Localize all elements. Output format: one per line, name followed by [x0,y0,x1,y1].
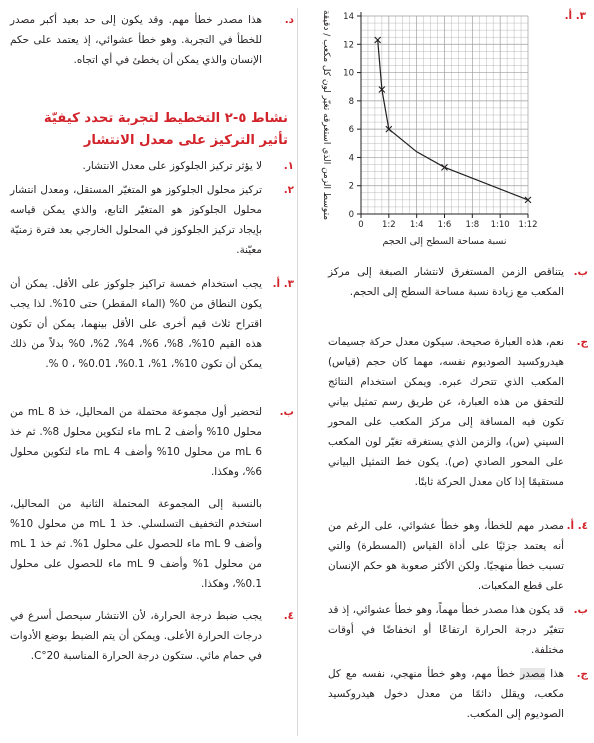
x-tick-label: 1:10 [490,220,510,230]
y-tick-label: 6 [348,125,354,136]
item-text: يجب استخدام خمسة تراكيز جلوكوز على الأقل. يمكن أن يكون النطاق من 0% (الماء المقطر) حتى 10%. لذا يجب اقتراح ثلاث قيم أخرى على الأقل بينهما، يمكن أن تكون هذه القيم 10%، 8%، 6%، 4%، 2%، 0% بدلاً من ذلك يمكن أن تكون 10%، 1%، 0.1%، 0.01% ، 0 %. [10,278,262,370]
item-marker: ١. [283,160,294,172]
answer-marker: ج. [576,336,588,348]
x-tick-label: 1:8 [465,220,480,230]
answer-text-end: خطأ مهم، وهو خطأ منهجي، نفسه مع كل مكعب، ويقلل دائمًا من معدل دخول هيدروكسيد الصوديوم إلى المكعب. [328,668,564,720]
column-divider [297,8,298,736]
y-tick-label: 14 [343,12,354,22]
item-text: بالنسبة إلى المجموعة المحتملة الثانية من المحاليل، استخدم التخفيف التسلسلي. خذ 1 mL من محلول 10% وأضف 9 mL ماء للحصول على محلول 1%. ثم خذ 1 mL من محلول 1% وأضف 9 mL ماء للحصول على محلول 0.1%، وهكذا. [10,498,263,590]
answer-marker: ب. [573,604,588,616]
y-tick-label: 4 [348,153,354,164]
item-text: لتحضير أول مجموعة محتملة من المحاليل، خذ 8 mL من محلول 10% وأضف 2 mL ماء لتكوين محلول 8%. ثم خذ 6 mL من محلول 10% وأضف 4 mL ماء لتكوين محلول 6%، وهكذا. [10,406,263,478]
item-marker: ب. [279,406,294,418]
activity-item-3b [10,402,292,482]
chart-svg [300,0,560,260]
data-curve [378,40,528,200]
x-tick-label: 1:4 [409,220,424,230]
answer-text: يتناقص الزمن المستغرق لانتشار الصبغة إلى مركز المكعب مع زيادة نسبة مساحة السطح إلى الحجم. [328,266,564,298]
activity-item-2 [10,180,292,260]
answer-3c [328,332,586,492]
item-marker: ٢. [283,184,294,196]
answer-marker: د. [284,14,294,26]
answer-3d [10,10,292,70]
answer-marker: ب. [573,266,588,278]
diffusion-time-chart [300,0,560,260]
answer-4c [328,664,586,724]
x-tick-label: 1:12 [518,220,538,230]
answer-marker: ٤. أ. [566,520,588,532]
item-text: يجب ضبط درجة الحرارة، لأن الانتشار سيحصل أسرع في درجات الحرارة الأعلى. ويمكن أن يتم الضبط بوضع الأدوات في حمام مائي. ستكون درجة الحرارة المناسبة 20°C. [10,610,262,662]
item-text: لا يؤثر تركيز الجلوكوز على معدل الانتشار. [82,160,262,172]
x-axis-label: نسبة مساحة السطح إلى الحجم [382,236,507,247]
x-tick-label: 1:6 [437,220,452,230]
answer-marker: ج. [576,668,588,680]
y-tick-label: 0 [348,210,354,220]
y-tick-label: 12 [343,40,354,51]
answer-text: قد يكون هذا مصدر خطأ مهماً، وهو خطأ عشوائي، إذ قد تتغيّر درجة الحرارة ارتفاعًا أو انخفاضًا في أوقات مختلفة. [328,604,564,656]
answer-text: هذا مصدر خطأ مهم. وقد يكون إلى حد بعيد أكبر مصدر للخطأ في التجربة. وهو خطأ عشوائي، إذ يعتمد على حكم الإنسان والذي يمكن أن يخطئ في أي اتجاه. [10,14,262,66]
activity-title: نشاط ٥-٢ التخطيط لتجربة تحدد كيفيّة تأثير التركيز على معدل الانتشار [43,111,288,148]
answer-text: نعم، هذه العبارة صحيحة. سيكون معدل حركة جسيمات هيدروكسيد الصوديوم نفسه، مهما كان حجم (قياس) المكعب الذي تتحرك عبره. ويمكن استخدام النتائج للتحقق من هذه العبارة، عن طريق رسم تمثيل بياني تكون فيه المسافة إلى مركز المكعب على المحور السيني (س)، والزمن الذي يستغرقه تغيّر لون المكعب على المحور الصادي (ص). يكون خط التمثيل البياني مستقيمًا إذا كان معدل الحركة ثابتًا. [328,336,564,488]
answer-text [328,664,586,724]
activity-item-4 [10,606,292,666]
answer-text-start: هذا [545,668,565,680]
answer-text: مصدر مهم للخطأ، وهو خطأ عشوائي، على الرغم من أنه يعتمد جزئيًا على أداة القياس (المسطرة) والتي تسبب خطأ منهجيًا. ولكن الأكثر صعوبة هو حكم الإنسان على قطع المكعبات. [328,520,564,592]
question-marker: ٣. أ. [564,10,586,22]
highlighted-word: مصدر [520,668,546,680]
y-tick-label: 8 [348,96,354,107]
activity-item-3a [10,274,292,374]
y-tick-label: 10 [343,68,354,79]
y-tick-label: 2 [348,181,354,192]
y-axis-label: متوسط الزمن الذي استغرقه تغيّر لون كل مكعب / دقيقة [321,9,331,221]
answer-4a [328,516,586,596]
item-marker: ٤. [283,610,294,622]
x-tick-label: 0 [358,220,364,230]
x-tick-label: 1:2 [381,220,396,230]
answer-3b [328,262,586,302]
activity-item-1 [10,156,292,176]
answer-4b [328,600,586,660]
item-text: تركيز محلول الجلوكوز هو المتغيّر المستقل، ومعدل انتشار محلول الجلوكوز هو المتغيّر التابع، والذي يمكن قياسه بإيجاد تركيز الجلوكوز في المحلول الخارجي بعد فترة زمنيّة معيّنة. [10,184,262,256]
activity-item-3b-cont [10,494,292,594]
item-marker: ٣. أ. [272,278,294,290]
